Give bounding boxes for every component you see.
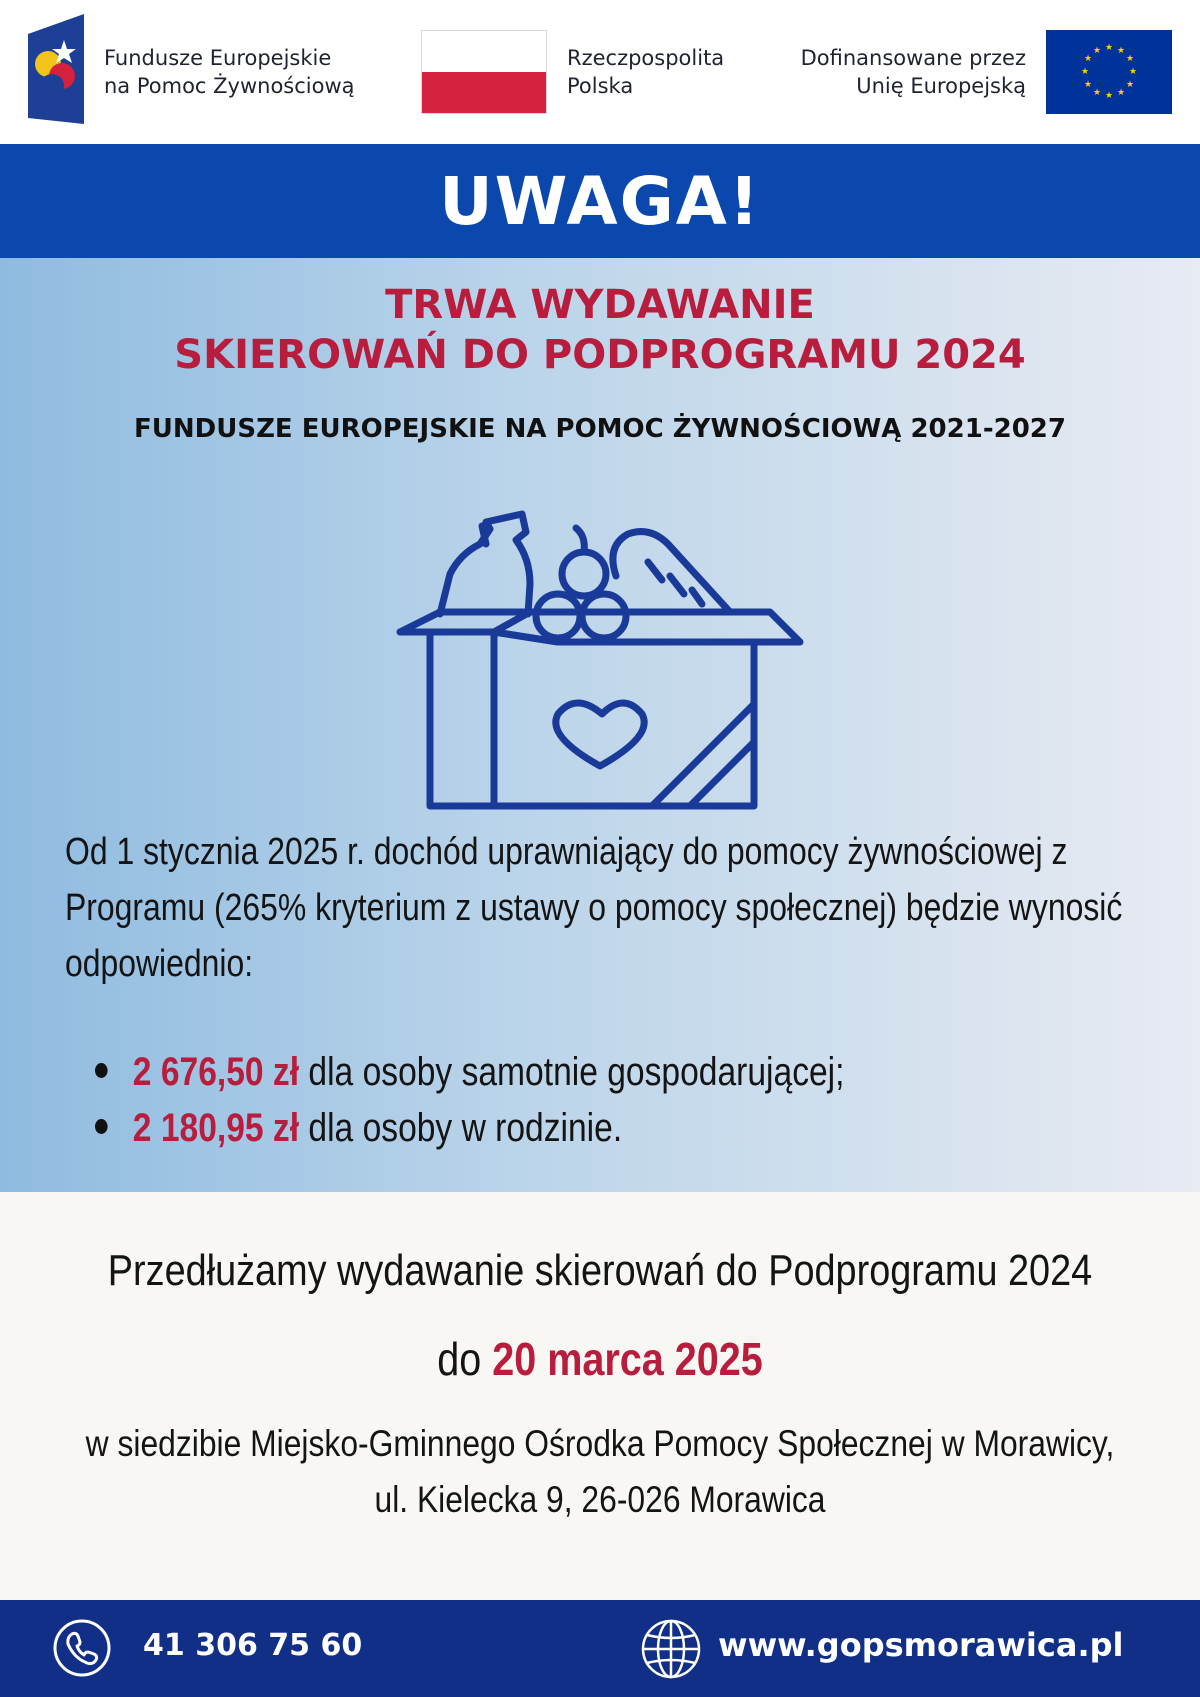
fundusze-europejskie-logo-icon — [28, 14, 84, 124]
food-box-icon — [390, 504, 840, 814]
svg-text:★: ★ — [1104, 43, 1114, 53]
globe-icon — [640, 1618, 702, 1680]
income-bullet-list — [95, 1044, 844, 1156]
income-paragraph: Od 1 stycznia 2025 r. dochód uprawniający do pomocy żywnościowej z Programu (265% kryterium z ustawy o pomocy społecznej) będzie wynosić odpowiednio: — [65, 831, 1123, 985]
rp-logo-line2: Polska — [567, 74, 634, 98]
svg-text:★: ★ — [1128, 67, 1138, 77]
income-description: dla osoby w rodzinie. — [299, 1106, 623, 1150]
logo-bar — [0, 0, 1200, 144]
fe-logo-text — [104, 44, 355, 100]
extension-section — [0, 1192, 1200, 1600]
svg-text:★: ★ — [1116, 46, 1126, 56]
office-address — [84, 1416, 1116, 1528]
deadline-prefix: do — [437, 1333, 493, 1385]
bullet-dot-icon — [95, 1063, 108, 1078]
svg-text:★: ★ — [1092, 88, 1102, 98]
list-item — [95, 1044, 844, 1100]
income-amount: 2 676,50 zł — [132, 1050, 300, 1094]
rp-logo-text — [567, 44, 724, 100]
notice-subheadline: FUNDUSZE EUROPEJSKIE NA POMOC ŻYWNOŚCIOWĄ 2021-2027 — [134, 414, 1066, 444]
income-description: dla osoby samotnie gospodarującej; — [299, 1050, 845, 1094]
svg-text:★: ★ — [1092, 46, 1102, 56]
svg-text:★: ★ — [1083, 80, 1093, 90]
warning-banner — [0, 144, 1200, 258]
svg-text:★: ★ — [1125, 54, 1135, 64]
notice-section — [0, 258, 1200, 1192]
svg-text:★: ★ — [1116, 88, 1126, 98]
phone-icon — [52, 1618, 112, 1678]
svg-text:★: ★ — [1080, 67, 1090, 77]
address-line1: w siedzibie Miejsko-Gminnego Ośrodka Pomocy Społecznej w Morawicy, — [85, 1423, 1115, 1464]
contact-footer — [0, 1600, 1200, 1697]
address-line2: ul. Kielecka 9, 26-026 Morawica — [374, 1479, 826, 1520]
svg-text:★: ★ — [1083, 54, 1093, 64]
svg-text:★: ★ — [1125, 80, 1135, 90]
fe-logo-line2: na Pomoc Żywnościową — [104, 74, 355, 98]
svg-text:★: ★ — [1104, 91, 1114, 101]
eu-text-line2: Unię Europejską — [856, 74, 1026, 98]
eu-text-line1: Dofinansowane przez — [800, 46, 1026, 70]
fe-logo-line1: Fundusze Europejskie — [104, 46, 332, 70]
bullet-dot-icon — [95, 1119, 108, 1134]
banner-title: UWAGA! — [439, 162, 761, 240]
polish-flag-icon — [421, 30, 547, 114]
website-link[interactable]: www.gopsmorawica.pl — [718, 1626, 1124, 1664]
headline-line1: TRWA WYDAWANIE — [385, 282, 815, 328]
income-amount: 2 180,95 zł — [132, 1106, 300, 1150]
extension-line: Przedłużamy wydawanie skierowań do Podprogramu 2024 — [107, 1246, 1093, 1295]
headline-line2: SKIEROWAŃ DO PODPROGRAMU 2024 — [174, 332, 1026, 378]
deadline-date: 20 marca 2025 — [492, 1333, 763, 1385]
phone-number[interactable]: 41 306 75 60 — [143, 1628, 363, 1663]
eu-flag-icon — [1046, 30, 1172, 114]
rp-logo-line1: Rzeczpospolita — [567, 46, 725, 70]
list-item — [95, 1100, 844, 1156]
eu-cofinance-text — [801, 44, 1026, 100]
deadline-line — [84, 1332, 1116, 1386]
notice-headline — [0, 280, 1200, 380]
